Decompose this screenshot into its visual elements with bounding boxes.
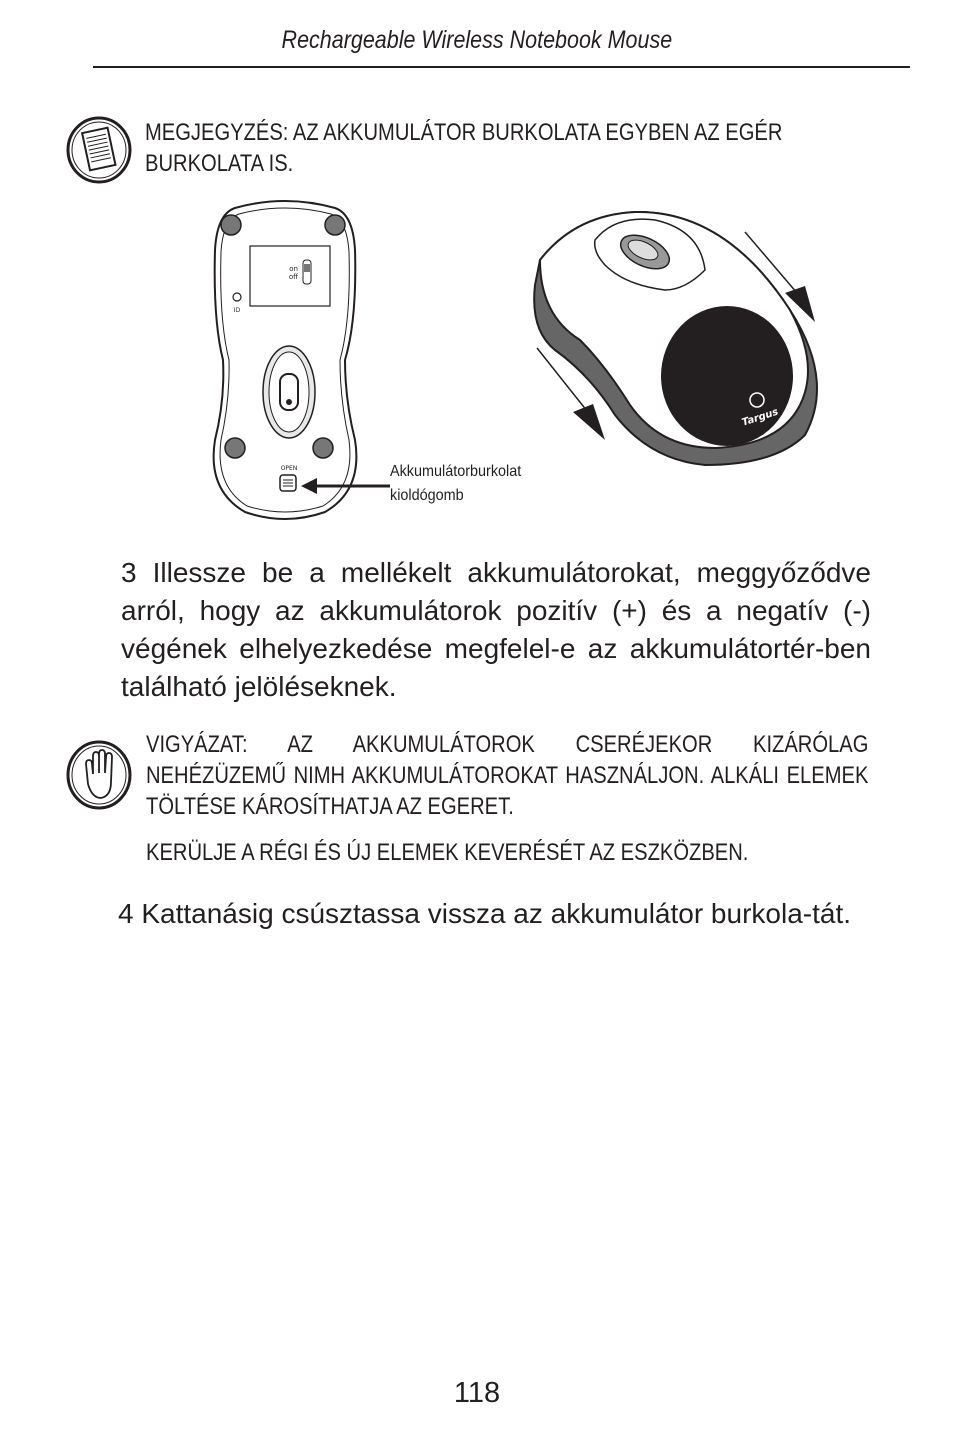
caution-text-2: KERÜLJE A RÉGI ÉS ÚJ ELEMEK KEVERÉSÉT AZ ESZKÖZBEN.	[146, 839, 749, 866]
header-title: Rechargeable Wireless Notebook Mouse	[281, 26, 673, 54]
notepad-icon	[66, 116, 132, 184]
note-text: MEGJEGYZÉS: AZ AKKUMULÁTOR BURKOLATA EGYBEN AZ EGÉR BURKOLATA IS.	[145, 119, 783, 177]
callout-line-2: kioldógomb	[390, 487, 464, 504]
switch-on-label: on	[289, 265, 298, 273]
open-label: OPEN	[280, 465, 298, 472]
brand-logo: Targus	[740, 406, 780, 429]
callout-label	[390, 460, 521, 508]
callout-line-1: Akkumulátorburkolat	[390, 463, 522, 480]
step-3-text: 3 Illessze be a mellékelt akkumulátorokat, meggyőződve arról, hogy az akkumulátorok pozitív (+) és a negatív (-) végének elhelyezkedése megfelel-e az akkumulátortér-ben található jelöléseknek.	[121, 557, 871, 702]
caution-text: VIGYÁZAT: AZ AKKUMULÁTOROK CSERÉJEKOR KIZÁRÓLAG NEHÉZÜZEMŰ NIMH AKKUMULÁTOROKAT HASZNÁLJON. ALKÁLI ELEMEK TÖLTÉSE KÁROSÍTHATJA AZ EGERET.	[146, 731, 869, 820]
id-button-label: ID	[233, 307, 241, 314]
switch-off-label: off	[288, 273, 298, 281]
header-divider	[93, 66, 910, 68]
hand-icon	[66, 740, 132, 810]
mouse-top-view	[534, 212, 817, 465]
step-4-text: 4 Kattanásig csúsztassa vissza az akkumulátor burkola-tát.	[118, 898, 852, 929]
mouse-bottom-view	[214, 201, 357, 519]
page-number: 118	[453, 1377, 501, 1409]
